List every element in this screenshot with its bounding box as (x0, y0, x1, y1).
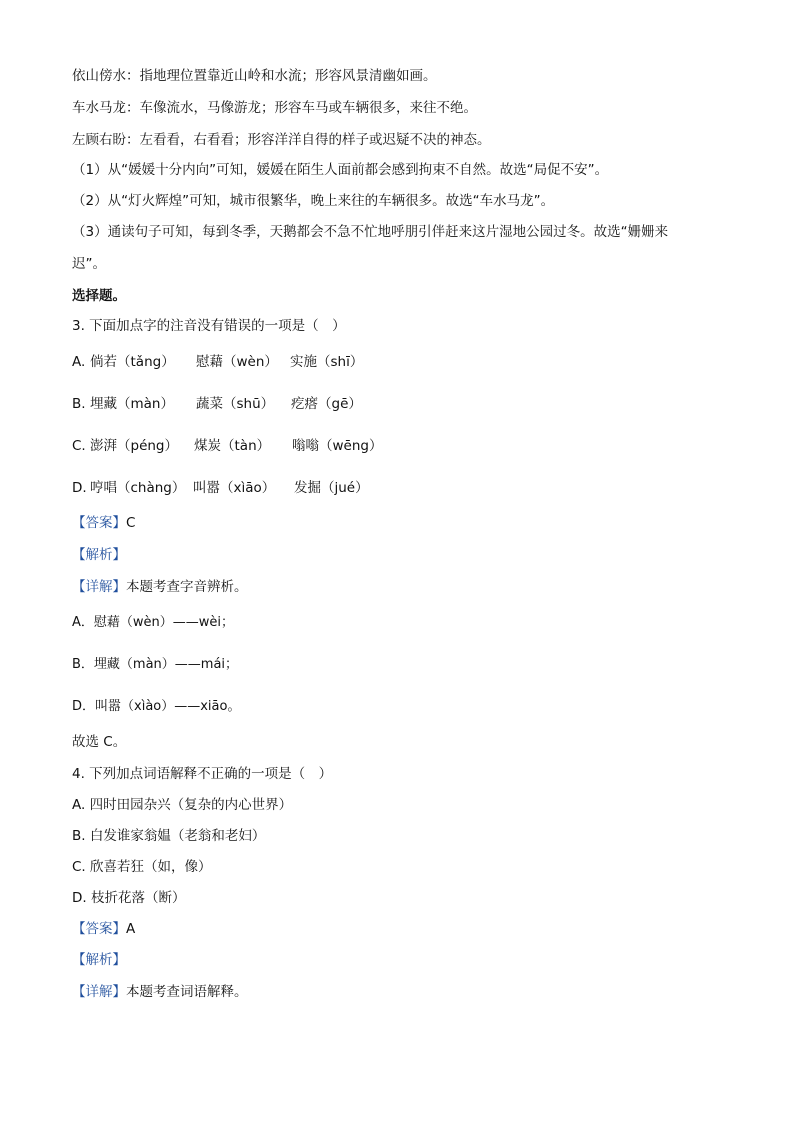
option-item: 疙瘩（gē） (291, 396, 362, 412)
q3-answer (72, 513, 135, 533)
text-line: 左顾右盼：左看看，右看看；形容洋洋自得的样子或迟疑不决的神态。 (72, 132, 491, 148)
option-label: A. (72, 354, 86, 370)
q3-option-d (72, 478, 369, 498)
option-label: C. (72, 438, 86, 454)
detail-tag: 【详解】 (72, 579, 126, 595)
text-line: （3）通读句子可知，每到冬季，天鹅都会不急不忙地呼朋引伴赶来这片湿地公园过冬。故选“姗姗来 (72, 224, 669, 240)
q4-option-c: C. 欣喜若狂（如，像） (72, 859, 212, 875)
answer-value: C (126, 515, 136, 531)
text-line: （2）从“灯火辉煌”可知，城市很繁华，晚上来往的车辆很多。故选“车水马龙”。 (72, 193, 555, 209)
option-label: B. (72, 396, 86, 412)
q3-analysis-tag: 【解析】 (72, 547, 126, 563)
q4-option-d: D. 枝折花落（断） (72, 890, 186, 906)
q3-option-c (72, 436, 383, 456)
q3-conclusion: 故选 C。 (72, 734, 127, 750)
detail-text: 本题考查词语解释。 (126, 984, 248, 1000)
detail-text: 本题考查字音辨析。 (126, 579, 248, 595)
option-label: D. (72, 480, 87, 496)
q4-detail (72, 982, 248, 1002)
option-item: 嗡嗡（wēng） (292, 438, 383, 454)
option-item: 发掘（jué） (294, 480, 369, 496)
option-item: 实施（shī） (290, 354, 364, 370)
option-item: 埋藏（màn） (90, 396, 174, 412)
q3-option-b (72, 394, 362, 414)
question-4-stem: 4. 下列加点词语解释不正确的一项是（ ） (72, 766, 333, 782)
q4-answer (72, 919, 135, 939)
answer-tag: 【答案】 (72, 921, 126, 937)
section-heading: 选择题。 (72, 288, 126, 304)
q3-correction-b: B．埋藏（màn）——mái； (72, 657, 239, 672)
q3-option-a (72, 352, 364, 372)
text-line: 迟”。 (72, 256, 106, 272)
q4-option-b: B. 白发谁家翁媪（老翁和老妇） (72, 828, 266, 844)
option-item: 澎湃（péng） (90, 438, 179, 454)
q4-option-a: A. 四时田园杂兴（复杂的内心世界） (72, 797, 293, 813)
answer-value: A (126, 921, 136, 937)
question-3-stem: 3. 下面加点字的注音没有错误的一项是（ ） (72, 318, 346, 334)
option-item: 慰藉（wèn） (196, 354, 278, 370)
answer-tag: 【答案】 (72, 515, 126, 531)
option-item: 煤炭（tàn） (194, 438, 271, 454)
option-item: 哼唱（chàng） (90, 480, 186, 496)
q3-correction-a: A．慰藉（wèn）——wèi； (72, 615, 235, 630)
option-item: 叫嚣（xìāo） (193, 480, 276, 496)
detail-tag: 【详解】 (72, 984, 126, 1000)
option-item: 倘若（tǎng） (90, 354, 175, 370)
q3-detail (72, 577, 248, 597)
text-line: 依山傍水：指地理位置靠近山岭和水流；形容风景清幽如画。 (72, 68, 437, 84)
q4-analysis-tag: 【解析】 (72, 952, 126, 968)
q3-correction-d: D．叫嚣（xìào）——xiāo。 (72, 699, 241, 714)
option-item: 蔬菜（shū） (196, 396, 275, 412)
text-line: （1）从“媛媛十分内向”可知，媛媛在陌生人面前都会感到拘束不自然。故选“局促不安”。 (72, 162, 609, 178)
text-line: 车水马龙：车像流水，马像游龙；形容车马或车辆很多，来往不绝。 (72, 100, 477, 116)
